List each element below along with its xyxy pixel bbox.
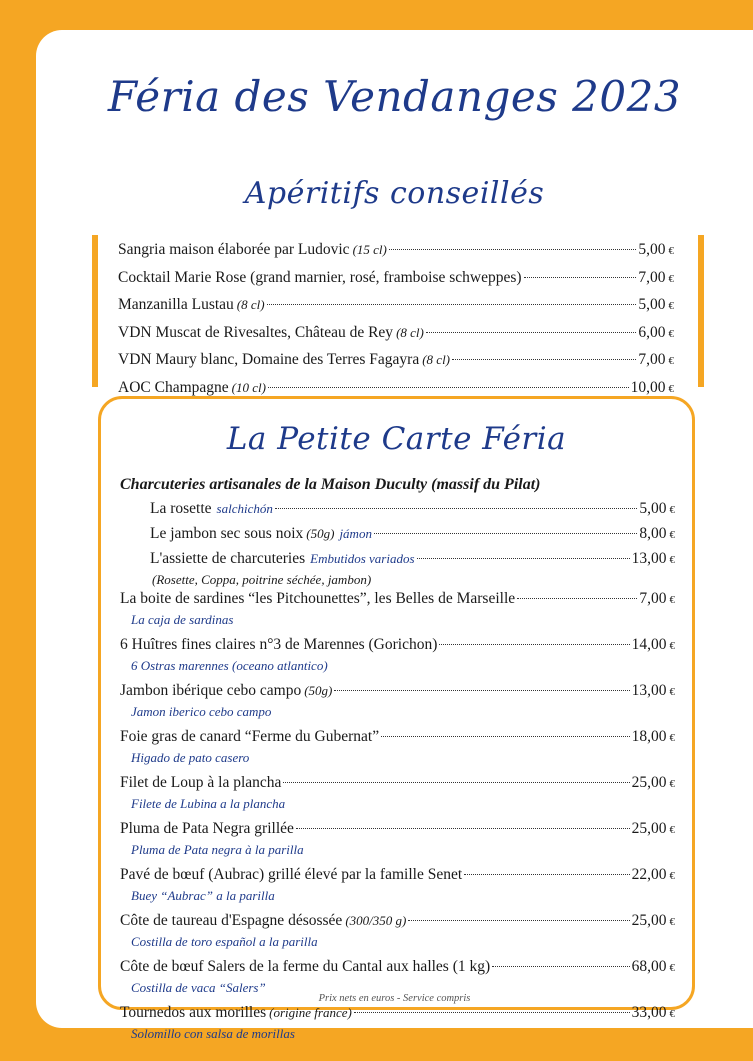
footer-note: Prix nets en euros - Service compris: [318, 993, 471, 1004]
item-spanish-translation: Costilla de vaca “Salers”: [131, 980, 266, 995]
item-spanish-translation: Pluma de Pata negra à la parilla: [131, 842, 304, 857]
dish-item: [120, 634, 675, 657]
currency-symbol: €: [669, 554, 675, 566]
item-price: 13,00: [631, 682, 667, 699]
leader-dots: [334, 690, 629, 691]
item-volume: (8 cl): [422, 352, 451, 367]
item-spanish-name: jámon: [339, 526, 372, 541]
item-price: 7,00: [638, 351, 666, 368]
item-volume: (origine france): [269, 1005, 352, 1020]
dish-item: [120, 772, 675, 795]
item-spanish-name: Embutidos variados: [310, 551, 415, 566]
charcuterie-item: [150, 497, 675, 522]
leader-dots: [374, 533, 637, 534]
leader-dots: [524, 277, 637, 278]
currency-symbol: €: [669, 916, 675, 928]
item-spanish-translation: Jamon iberico cebo campo: [131, 704, 272, 719]
item-name: Le jambon sec sous noix: [150, 525, 304, 542]
leader-dots: [452, 359, 636, 360]
item-name: VDN Muscat de Rivesaltes, Château de Rey: [118, 323, 394, 341]
item-name: L'assiette de charcuteries: [150, 550, 306, 567]
currency-symbol: €: [668, 355, 674, 367]
menu-title: Féria des Vendanges 2023: [107, 72, 682, 121]
item-spanish-translation: Higado de pato casero: [131, 750, 250, 765]
dish-item: [120, 726, 675, 749]
item-name: 6 Huîtres fines claires n°3 de Marennes (Gorichon): [120, 636, 438, 653]
currency-symbol: €: [669, 778, 675, 790]
aperitifs-heading: Apéritifs conseillés: [244, 176, 545, 211]
leader-dots: [268, 387, 629, 388]
dish-item: [120, 1002, 675, 1025]
currency-symbol: €: [668, 245, 674, 257]
dish-entry: [120, 864, 675, 904]
aperitif-item: [118, 292, 674, 320]
right-accent-bar: [698, 235, 704, 387]
item-price: 68,00: [631, 958, 667, 975]
left-accent-bar: [92, 235, 98, 387]
item-price: 5,00: [638, 296, 666, 313]
item-volume: (50g): [306, 526, 335, 541]
item-price: 18,00: [631, 728, 667, 745]
charcuterie-entry: [120, 547, 675, 588]
dish-entry: [120, 910, 675, 950]
item-name: Foie gras de canard “Ferme du Gubernat”: [120, 728, 380, 745]
leader-dots: [408, 920, 629, 921]
item-name: AOC Champagne: [118, 378, 229, 396]
dish-item: [120, 956, 675, 979]
petite-carte-heading: La Petite Carte Féria: [226, 421, 567, 457]
item-name: Cocktail Marie Rose (grand marnier, rosé, framboise schweppes): [118, 268, 522, 286]
leader-dots: [426, 332, 637, 333]
dish-item: [120, 588, 675, 611]
dish-item: [120, 680, 675, 703]
item-volume: (300/350 g): [345, 913, 407, 928]
item-note: (Rosette, Coppa, poitrine séchée, jambon): [152, 572, 372, 587]
item-name: Tournedos aux morilles: [120, 1004, 267, 1021]
dish-entry: [120, 1002, 675, 1042]
dish-entry: [120, 818, 675, 858]
item-price: 6,00: [638, 323, 666, 341]
category-heading: Charcuteries artisanales de la Maison Duculty (massif du Pilat): [120, 476, 541, 493]
item-name: Côte de taureau d'Espagne désossée: [120, 912, 343, 929]
item-volume: (15 cl): [352, 242, 387, 257]
item-volume: (8 cl): [236, 297, 265, 312]
aperitif-item: [118, 347, 674, 375]
item-price: 5,00: [639, 500, 667, 517]
item-name: Jambon ibérique cebo campo: [120, 682, 302, 699]
leader-dots: [439, 644, 629, 645]
currency-symbol: €: [669, 529, 675, 541]
dish-item: [120, 864, 675, 887]
currency-symbol: €: [669, 962, 675, 974]
item-spanish-translation: Solomillo con salsa de morillas: [131, 1026, 295, 1041]
item-spanish-translation: 6 Ostras marennes (oceano atlantico): [131, 658, 328, 673]
menu-sheet: [36, 30, 753, 1041]
leader-dots: [283, 782, 629, 783]
item-spanish-name: salchichón: [216, 501, 273, 516]
item-price: 22,00: [631, 866, 667, 883]
item-name: Pavé de bœuf (Aubrac) grillé élevé par la famille Senet: [120, 866, 463, 883]
item-price: 7,00: [638, 268, 666, 286]
dish-entry: [120, 956, 675, 996]
item-price: 7,00: [639, 590, 667, 607]
item-name: VDN Maury blanc, Domaine des Terres Fagayra: [118, 351, 420, 368]
charcuterie-entry: [120, 497, 675, 522]
currency-symbol: €: [669, 1008, 675, 1020]
item-volume: (8 cl): [396, 324, 424, 340]
leader-dots: [492, 966, 629, 967]
item-price: 33,00: [631, 1004, 667, 1021]
leader-dots: [267, 304, 637, 305]
petite-carte-list: [120, 473, 675, 1048]
currency-symbol: €: [669, 504, 675, 516]
aperitif-item: [118, 237, 674, 265]
item-name: Pluma de Pata Negra grillée: [120, 820, 294, 837]
currency-symbol: €: [669, 594, 675, 606]
item-volume: (10 cl): [231, 379, 266, 395]
leader-dots: [417, 558, 630, 559]
dish-entry: [120, 772, 675, 812]
item-name: La rosette: [150, 500, 212, 517]
item-price: 13,00: [631, 550, 667, 567]
dish-entry: [120, 680, 675, 720]
charcuterie-item: [150, 547, 675, 572]
currency-symbol: €: [669, 686, 675, 698]
dish-entry: [120, 726, 675, 766]
item-price: 25,00: [631, 912, 667, 929]
leader-dots: [464, 874, 629, 875]
item-spanish-translation: Filete de Lubina a la plancha: [131, 796, 286, 811]
currency-symbol: €: [668, 300, 674, 312]
item-price: 25,00: [631, 820, 667, 837]
leader-dots: [354, 1012, 630, 1013]
aperitif-item: [118, 320, 674, 348]
dish-item: [120, 910, 675, 933]
currency-symbol: €: [669, 732, 675, 744]
item-price: 25,00: [631, 774, 667, 791]
aperitifs-list: [118, 237, 674, 402]
item-name: La boite de sardines “les Pitchounettes”, les Belles de Marseille: [120, 590, 516, 607]
leader-dots: [389, 249, 637, 250]
leader-dots: [517, 598, 637, 599]
item-spanish-translation: Buey “Aubrac” a la parilla: [131, 888, 275, 903]
item-name: Manzanilla Lustau: [118, 296, 234, 313]
dish-entry: [120, 634, 675, 674]
currency-symbol: €: [669, 870, 675, 882]
item-price: 8,00: [639, 525, 667, 542]
item-spanish-translation: La caja de sardinas: [131, 612, 234, 627]
dish-item: [120, 818, 675, 841]
petite-carte-box: [98, 396, 695, 1041]
leader-dots: [296, 828, 630, 829]
item-name: Sangria maison élaborée par Ludovic: [118, 241, 350, 258]
aperitif-item: [118, 265, 674, 293]
leader-dots: [275, 508, 638, 509]
currency-symbol: €: [669, 640, 675, 652]
currency-symbol: €: [668, 327, 674, 340]
item-volume: (50g): [304, 683, 333, 698]
charcuterie-item: [150, 522, 675, 547]
charcuterie-entry: [120, 522, 675, 547]
item-name: Côte de bœuf Salers de la ferme du Cantal aux halles (1 kg): [120, 958, 491, 975]
currency-symbol: €: [669, 824, 675, 836]
item-price: 14,00: [631, 636, 667, 653]
item-spanish-translation: Costilla de toro español a la parilla: [131, 934, 318, 949]
item-price: 5,00: [638, 241, 666, 258]
item-price: 10,00: [630, 378, 666, 396]
dish-entry: [120, 588, 675, 628]
currency-symbol: €: [668, 382, 674, 395]
item-name: Filet de Loup à la plancha: [120, 774, 282, 791]
currency-symbol: €: [668, 272, 674, 285]
leader-dots: [381, 736, 630, 737]
